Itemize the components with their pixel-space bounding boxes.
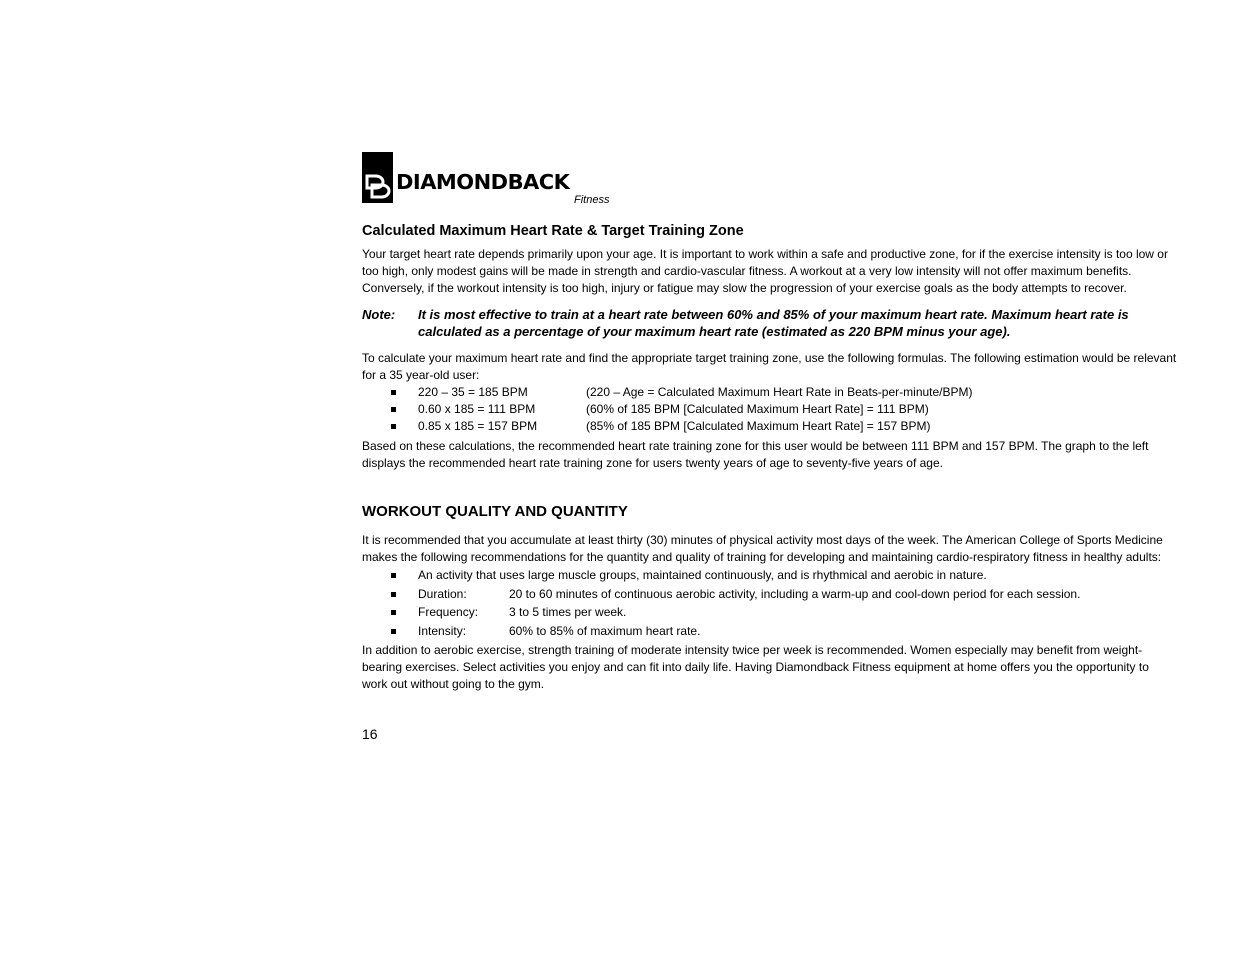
logo-subtitle: Fitness [574, 194, 610, 206]
note-text: It is most effective to train at a heart rate between 60% and 85% of your maximum heart rate. Maximum heart rate is calculated as a percentage of your maximum heart rate (estimated as 220 BPM minus your age). [418, 307, 1129, 339]
list-item [362, 401, 1177, 418]
list-item [362, 585, 1177, 604]
logo-wordmark: DIAMONDBACK [396, 170, 570, 194]
list-item [362, 566, 1177, 585]
workout-heading: WORKOUT QUALITY AND QUANTITY [362, 503, 628, 520]
list-item [362, 622, 1177, 641]
note-block [362, 306, 1177, 340]
activity-text: An activity that uses large muscle groups, maintained continuously, and is rhythmical and aerobic in nature. [418, 568, 987, 582]
rec-label: Duration: [418, 586, 467, 601]
calc-explanation: (85% of 185 BPM [Calculated Maximum Heart Rate] = 157 BPM) [586, 419, 931, 433]
manual-page [362, 152, 1177, 743]
rec-value: 60% to 85% of maximum heart rate. [509, 623, 701, 638]
note-label: Note: [362, 307, 396, 322]
calc-formula: 0.60 x 185 = 111 BPM [418, 402, 536, 416]
rec-value: 20 to 60 minutes of continuous aerobic activity, including a warm-up and cool-down period for each session. [509, 586, 1081, 601]
calc-intro: To calculate your maximum heart rate and find the appropriate target training zone, use the following formulas. The following estimation would be relevant for a 35 year-old user: [362, 351, 1177, 382]
list-item [362, 418, 1177, 435]
calc-explanation: (220 – Age = Calculated Maximum Heart Rate in Beats-per-minute/BPM) [586, 385, 973, 399]
page-number: 16 [362, 726, 378, 742]
calc-explanation: (60% of 185 BPM [Calculated Maximum Heart Rate] = 111 BPM) [586, 402, 929, 416]
rec-label: Intensity: [418, 623, 467, 638]
workout-intro: It is recommended that you accumulate at least thirty (30) minutes of physical activity most days of the week. The American College of Sports Medicine makes the following recommendations for the quantity and quality of training for developing and maintaining cardio-respiratory fitness in healthy adults: [362, 533, 1163, 564]
list-item [362, 384, 1177, 401]
list-item [362, 603, 1177, 622]
heart-rate-intro: Your target heart rate depends primarily upon your age. It is important to work within a safe and productive zone, for if the exercise intensity is too low or too high, only modest gains will be made in strength and cardio-vascular fitness. A workout at a very low intensity will not offer maximum benefits. Conversely, if the workout intensity is too high, injury or fatigue may slow the progression of your exercise goals as the body attempts to recover. [362, 247, 1168, 295]
rec-value: 3 to 5 times per week. [509, 605, 627, 619]
diamondback-db-logo-icon [362, 152, 393, 203]
heart-rate-heading: Calculated Maximum Heart Rate & Target Training Zone [362, 223, 744, 239]
calc-conclusion: Based on these calculations, the recommended heart rate training zone for this user would be between 111 BPM and 157 BPM. The graph to the left displays the recommended heart rate training zone for users twenty years of age to seventy-five years of age. [362, 439, 1149, 470]
calc-formula: 220 – 35 = 185 BPM [418, 385, 528, 399]
recommendation-list [362, 566, 1177, 640]
workout-closing: In addition to aerobic exercise, strength training of moderate intensity twice per week is recommended. Women especially may benefit from weight-bearing exercises. Select activities you enjoy and can fit into daily life. Having Diamondback Fitness equipment at home offers you the opportunity to work out without going to the gym. [362, 643, 1149, 691]
calc-formula: 0.85 x 185 = 157 BPM [418, 419, 538, 433]
calc-list [362, 384, 1177, 435]
rec-label: Frequency: [418, 605, 479, 619]
brand-logo [362, 152, 622, 208]
